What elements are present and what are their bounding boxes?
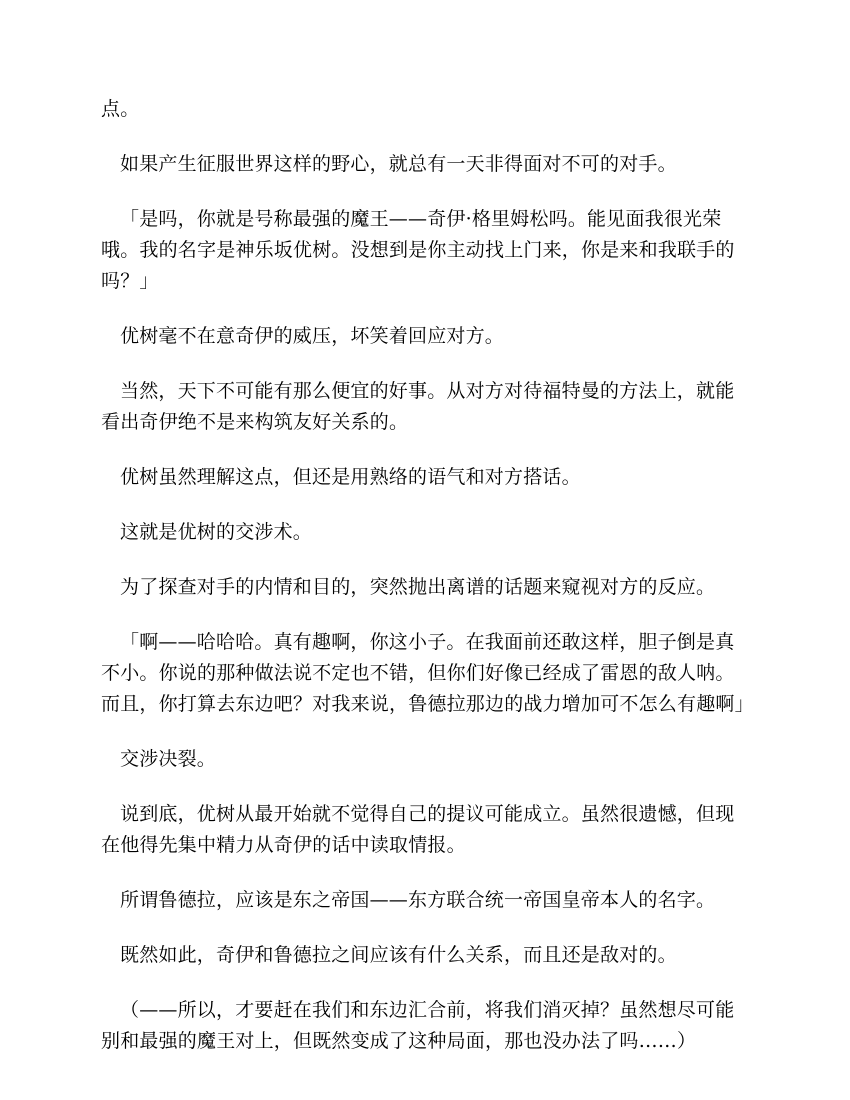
- paragraph: 这就是优树的交涉术。: [120, 521, 313, 543]
- paragraph: 为了探查对手的内情和目的，突然抛出离谱的话题来窥视对方的反应。: [120, 576, 716, 598]
- paragraph: 说到底，优树从最开始就不觉得自己的提议可能成立。虽然很遗憾，但现在他得先集中精力从奇伊的话中读取情报。: [101, 803, 735, 856]
- paragraph: 优树毫不在意奇伊的威压，坏笑着回应对方。: [120, 325, 505, 347]
- paragraph: 既然如此，奇伊和鲁德拉之间应该有什么关系，而且还是敌对的。: [120, 944, 677, 966]
- paragraph: 当然，天下不可能有那么便宜的好事。从对方对待福特曼的方法上，就能看出奇伊绝不是来构筑友好关系的。: [101, 380, 735, 433]
- paragraph: （——所以，才要赶在我们和东边汇合前，将我们消灭掉？虽然想尽可能别和最强的魔王对上，但既然变成了这种局面，那也没办法了吗……）: [101, 999, 735, 1052]
- paragraph: 「是吗，你就是号称最强的魔王——奇伊·格里姆松吗。能见面我很光荣哦。我的名字是神乐坂优树。没想到是你主动找上门来，你是来和我联手的吗？」: [101, 208, 735, 292]
- document-body: [101, 94, 754, 1081]
- paragraph: 如果产生征服世界这样的野心，就总有一天非得面对不可的对手。: [120, 153, 677, 175]
- paragraph: 所谓鲁德拉，应该是东之帝国——东方联合统一帝国皇帝本人的名字。: [120, 889, 716, 911]
- paragraph: 优树虽然理解这点，但还是用熟络的语气和对方搭话。: [120, 466, 581, 488]
- paragraph: 点。: [101, 98, 140, 120]
- paragraph: 交涉决裂。: [120, 748, 217, 770]
- paragraph: 「啊——哈哈哈。真有趣啊，你这小子。在我面前还敢这样，胆子倒是真不小。你说的那种做法说不定也不错，但你们好像已经成了雷恩的敌人呐。而且，你打算去东边吧？对我来说，鲁德拉那边的战力增加可不怎么有趣啊」: [101, 631, 754, 715]
